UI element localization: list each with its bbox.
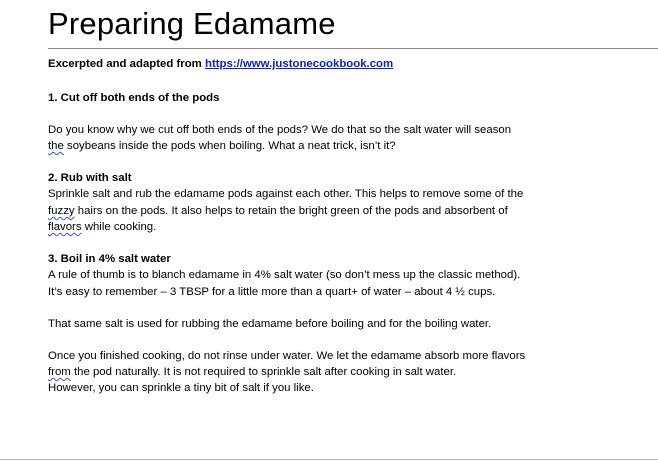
paragraph-line: A rule of thumb is to blanch edamame in 4% salt water (so don’t mess up the classic method). xyxy=(48,269,521,281)
section-heading-rub-salt: 2. Rub with salt xyxy=(48,172,132,184)
spellcheck-flagged-word[interactable]: flavors xyxy=(48,221,82,233)
paragraph-text: the pod naturally. It is not required to sprinkle salt after cooking in salt water. xyxy=(70,366,457,378)
title-divider xyxy=(48,48,658,49)
paragraph-text: hairs on the pods. It also helps to retain the bright green of the pods and absorbent of xyxy=(74,205,508,217)
paragraph-line xyxy=(48,203,508,219)
source-prefix: Excerpted and adapted from xyxy=(48,58,205,70)
section-heading-cut-ends: 1. Cut off both ends of the pods xyxy=(48,92,220,104)
paragraph-text: while cooking. xyxy=(81,221,157,233)
paragraph-line xyxy=(48,138,396,154)
paragraph-line: However, you can sprinkle a tiny bit of salt if you like. xyxy=(48,382,314,394)
paragraph-line xyxy=(48,364,456,380)
spellcheck-flagged-word[interactable]: from xyxy=(48,366,71,378)
spellcheck-flagged-word[interactable]: fuzzy xyxy=(48,205,75,217)
paragraph-line: Do you know why we cut off both ends of the pods? We do that so the salt water will season xyxy=(48,124,512,136)
paragraph-line xyxy=(48,219,156,235)
section-heading-boil: 3. Boil in 4% salt water xyxy=(48,253,171,265)
spellcheck-flagged-word[interactable]: the xyxy=(48,140,64,152)
document-title: Preparing Edamame xyxy=(48,6,336,41)
paragraph-line: That same salt is used for rubbing the edamame before boiling and for the boiling water. xyxy=(48,318,492,330)
paragraph-text: soybeans inside the pods when boiling. What a neat trick, isn’t it? xyxy=(63,140,396,152)
page-bottom-border xyxy=(0,459,658,460)
paragraph-line: It’s easy to remember – 3 TBSP for a little more than a quart+ of water – about 4 ½ cups. xyxy=(48,286,496,298)
source-link[interactable]: https://www.justonecookbook.com xyxy=(204,58,394,70)
paragraph-line: Sprinkle salt and rub the edamame pods against each other. This helps to remove some of the xyxy=(48,188,524,200)
source-line xyxy=(48,56,393,72)
paragraph-line: Once you finished cooking, do not rinse under water. We let the edamame absorb more flavors xyxy=(48,350,526,362)
